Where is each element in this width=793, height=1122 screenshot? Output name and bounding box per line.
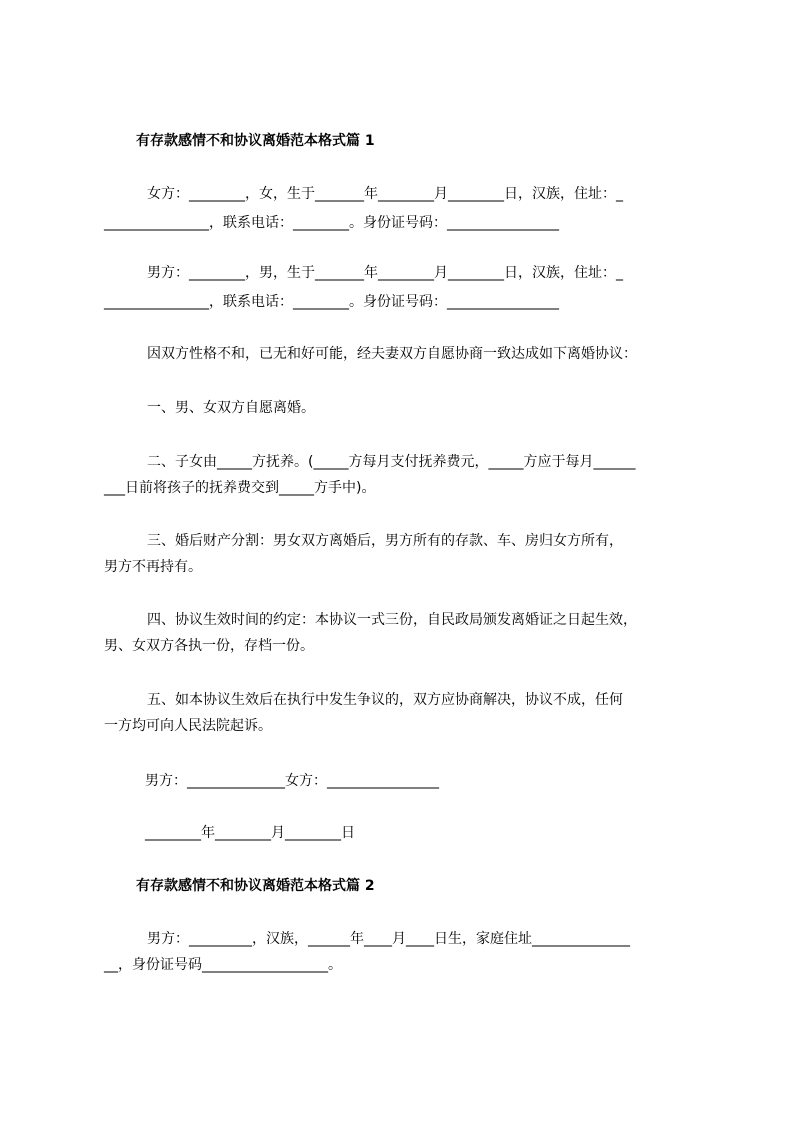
section2-title: 有存款感情不和协议离婚范本格式篇 2	[136, 878, 375, 894]
clause-5-line2: 一方均可向人民法院起诉。	[104, 718, 272, 734]
date-line: ________年________月________日	[145, 825, 355, 841]
female-party-line2: _______________，联系电话：________。身份证号码：________________	[104, 215, 559, 231]
section1-title: 有存款感情不和协议离婚范本格式篇 1	[136, 133, 375, 149]
section2-male-line1: 男方：_________，汉族，______年____月____日生，家庭住址______________	[147, 931, 630, 947]
male-party-line1: 男方：________，男，生于_______年________月________日，汉族，住址：_	[147, 265, 623, 281]
clause-5-line1: 五、如本协议生效后在执行中发生争议的，双方应协商解决，协议不成，任何	[147, 692, 623, 708]
clause-1: 一、男、女双方自愿离婚。	[147, 400, 315, 416]
signature-line: 男方：______________女方：________________	[145, 773, 439, 789]
clause-3-line2: 男方不再持有。	[104, 559, 202, 575]
clause-4-line1: 四、协议生效时间的约定：本协议一式三份，自民政局颁发离婚证之日起生效，	[147, 612, 637, 628]
clause-2-line2: ___日前将孩子的抚养费交到_____方手中)。	[104, 480, 376, 496]
clause-4-line2: 男、女双方各执一份，存档一份。	[104, 638, 314, 654]
section2-male-line2: __，身份证号码__________________。	[104, 957, 342, 973]
clause-3-line1: 三、婚后财产分割：男女双方离婚后，男方所有的存款、车、房归女方所有，	[147, 533, 623, 549]
clause-2-line1: 二、子女由_____方抚养。(_____方每月支付抚养费元，_____方应于每月______	[147, 454, 636, 470]
female-party-line1: 女方：________，女，生于_______年________月________日，汉族，住址：_	[147, 186, 623, 202]
male-party-line2: _______________，联系电话：________。身份证号码：________________	[104, 294, 559, 310]
intro-paragraph: 因双方性格不和，已无和好可能，经夫妻双方自愿协商一致达成如下离婚协议：	[147, 346, 637, 362]
